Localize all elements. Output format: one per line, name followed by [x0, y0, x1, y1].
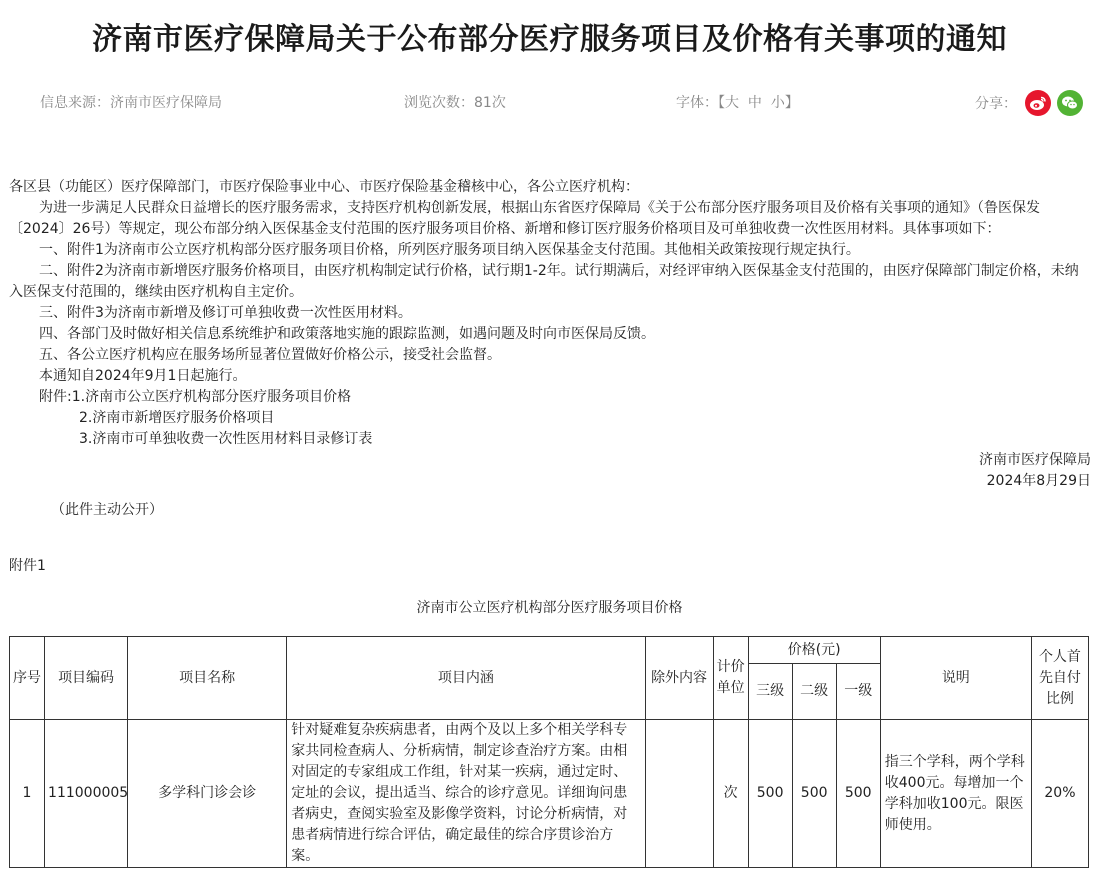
- publicity-note: （此件主动公开）: [51, 502, 163, 518]
- header-code: 项目编码: [45, 637, 128, 720]
- header-exclusions: 除外内容: [645, 637, 713, 720]
- font-size-label: 字体：: [676, 95, 718, 111]
- item-4: 四、各部门及时做好相关信息系统维护和政策落地实施的跟踪监测，如遇问题及时向市医保局反馈。: [39, 326, 655, 342]
- salutation: 各区县（功能区）医疗保障部门，市医疗保险事业中心、市医疗保险基金稽核中心，各公立医疗机构：: [9, 179, 639, 195]
- font-large-button[interactable]: 大: [725, 95, 739, 111]
- item-2: 二、附件2为济南市新增医疗服务价格项目，由医疗机构制定试行价格，试行期1-2年。试行期满后，对经评审纳入医保基金支付范围的，由医疗保障部门制定价格，未纳入医保支付范围的，继续由医疗机构自主定价。: [9, 263, 1079, 300]
- item-3: 三、附件3为济南市新增及修订可单独收费一次性医用材料。: [39, 305, 412, 321]
- page-title: 济南市医疗保障局关于公布部分医疗服务项目及价格有关事项的通知: [92, 22, 1007, 57]
- table-row: [10, 720, 1089, 868]
- cell-unit: 次: [713, 720, 748, 868]
- cell-note: 指三个学科，两个学科收400元。每增加一个学科加收100元。限医师使用。: [880, 720, 1031, 868]
- cell-name: 多学科门诊会诊: [128, 720, 287, 868]
- weibo-share-button[interactable]: [1025, 90, 1051, 116]
- font-bracket-close: 】: [784, 95, 799, 111]
- intro-paragraph: 为进一步满足人民群众日益增长的医疗服务需求，支持医疗机构创新发展，根据山东省医疗保障局《关于公布部分医疗服务项目及价格有关事项的通知》（鲁医保发〔2024〕26号）等规定，现公布部分纳入医保基金支付范围的医疗服务项目价格、新增和修订医疗服务价格项目及可单独收费一次性医用材料。具体事项如下：: [9, 200, 1040, 237]
- attachment-link-1[interactable]: 附件:1.济南市公立医疗机构部分医疗服务项目价格: [39, 389, 352, 405]
- cell-seq: 1: [10, 720, 45, 868]
- weibo-icon: [1029, 95, 1047, 111]
- attachment-link-2[interactable]: 2.济南市新增医疗服务价格项目: [79, 410, 275, 426]
- font-small-button[interactable]: 小: [770, 95, 785, 111]
- view-count: 浏览次数：81次: [404, 95, 506, 111]
- attachment-label: 附件1: [9, 558, 46, 574]
- share-label: 分享：: [975, 96, 1017, 112]
- price-table: [9, 636, 1089, 868]
- cell-exclusions: [645, 720, 713, 868]
- header-level3: 三级: [748, 664, 792, 720]
- item-5: 五、各公立医疗机构应在服务场所显著位置做好价格公示，接受社会监督。: [39, 347, 501, 363]
- header-level2: 二级: [792, 664, 836, 720]
- issue-date: 2024年8月29日: [986, 473, 1091, 489]
- cell-content: 针对疑难复杂疾病患者，由两个及以上多个相关学科专家共同检查病人、分析病情，制定诊查治疗方案。由相对固定的专家组成工作组，针对某一疾病，通过定时、定址的会议，提出适当、综合的诊疗意见。详细询问患者病史，查阅实验室及影像学资料，讨论分析病情，对患者病情进行综合评估，确定最佳的综合序贯诊治方案。: [287, 720, 645, 868]
- cell-level2: 500: [792, 720, 836, 868]
- cell-self-pay: 20%: [1031, 720, 1088, 868]
- cell-code: 111000005: [45, 720, 128, 868]
- table-header-row: [10, 637, 1089, 664]
- table-title: 济南市公立医疗机构部分医疗服务项目价格: [416, 600, 683, 616]
- article-meta: [0, 90, 1099, 114]
- header-level1: 一级: [836, 664, 880, 720]
- header-price: 价格(元): [748, 637, 880, 664]
- article-body: [9, 177, 1091, 521]
- header-self-pay: 个人首先自付比例: [1031, 637, 1088, 720]
- header-content: 项目内涵: [287, 637, 645, 720]
- effective-date: 本通知自2024年9月1日起施行。: [39, 368, 247, 384]
- item-1: 一、附件1为济南市公立医疗机构部分医疗服务项目价格，所列医疗服务项目纳入医保基金支付范围。其他相关政策按现行规定执行。: [39, 242, 860, 258]
- font-bracket-open: 【: [718, 95, 725, 111]
- header-unit: 计价单位: [713, 637, 748, 720]
- signer: 济南市医疗保障局: [979, 452, 1091, 468]
- share-bar: [975, 90, 1083, 116]
- cell-level3: 500: [748, 720, 792, 868]
- info-source: 信息来源：济南市医疗保障局: [40, 95, 222, 111]
- wechat-share-button[interactable]: [1057, 90, 1083, 116]
- header-note: 说明: [880, 637, 1031, 720]
- font-size-switcher: [676, 92, 799, 112]
- cell-level1: 500: [836, 720, 880, 868]
- font-medium-button[interactable]: 中: [747, 95, 762, 111]
- attachment-link-3[interactable]: 3.济南市可单独收费一次性医用材料目录修订表: [79, 431, 373, 447]
- wechat-icon: [1061, 95, 1079, 111]
- header-seq: 序号: [10, 637, 45, 720]
- header-name: 项目名称: [128, 637, 287, 720]
